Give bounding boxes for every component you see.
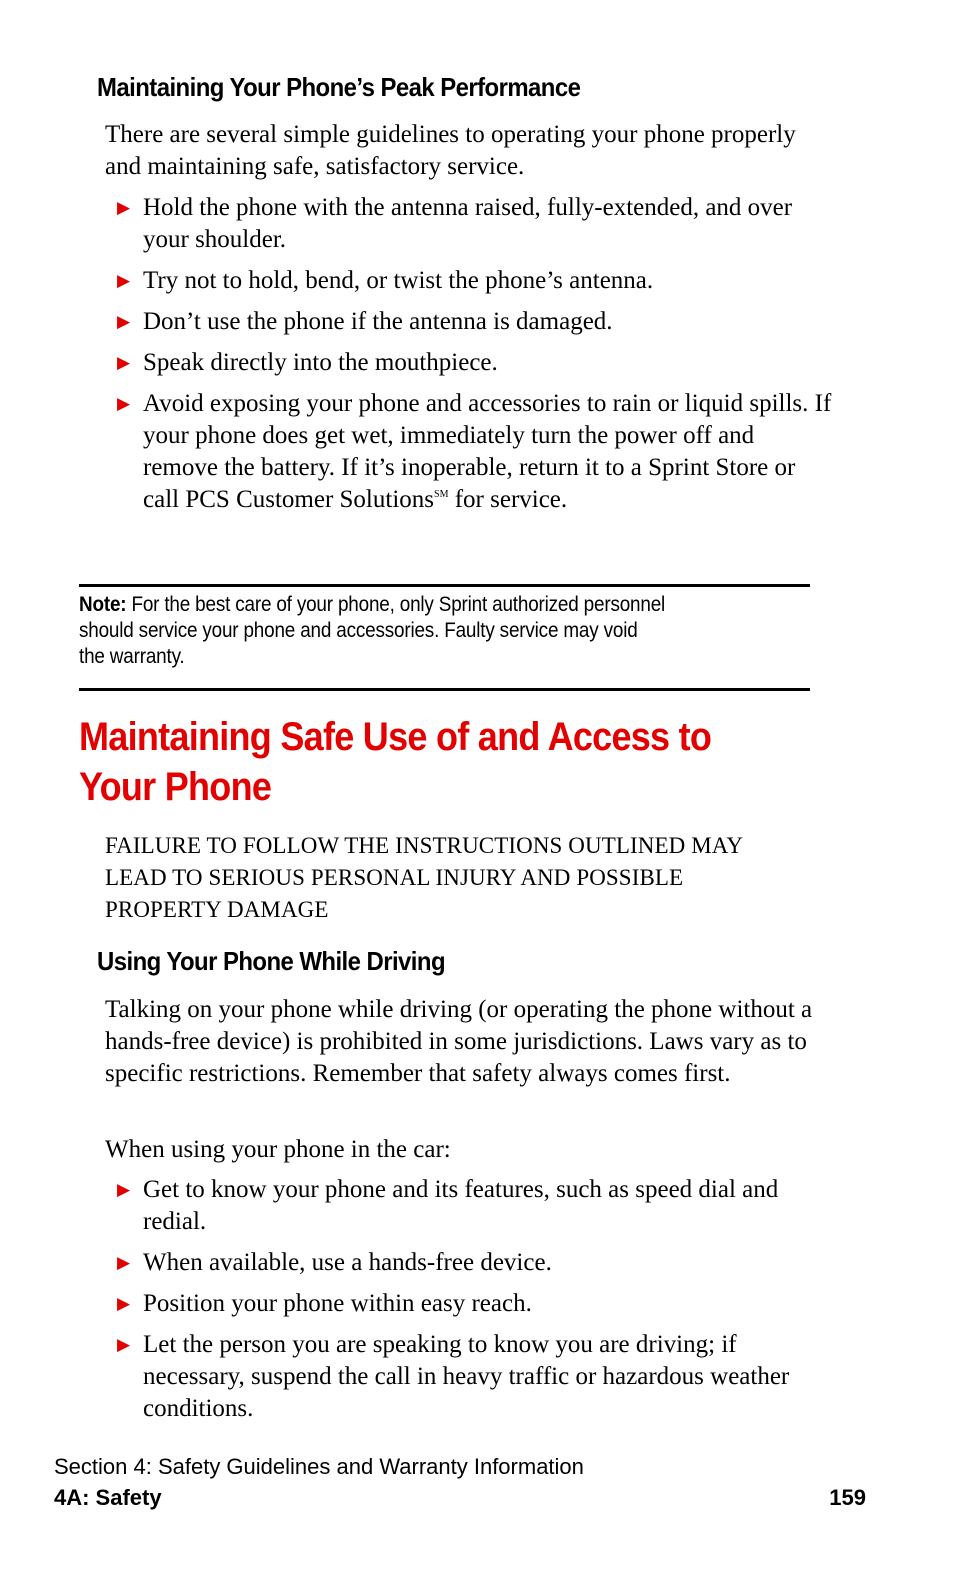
list-item bbox=[117, 388, 833, 516]
section-heading-driving: Using Your Phone While Driving bbox=[97, 946, 446, 976]
driving-intro: Talking on your phone while driving (or operating the phone without a hands-free device) is prohibited in some jurisdictions. Laws vary as to specific restrictions. Remember that safety always comes first. bbox=[105, 996, 813, 1087]
bullet-arrow-icon: ▶ bbox=[117, 1253, 131, 1273]
bullet-arrow-icon: ▶ bbox=[117, 271, 131, 291]
list-item: ▶ When available, use a hands-free device. bbox=[143, 1247, 833, 1279]
footer-section-title: Section 4: Safety Guidelines and Warranty Information bbox=[54, 1454, 584, 1479]
list-item: ▶ Try not to hold, bend, or twist the phone’s antenna. bbox=[143, 265, 833, 297]
driving-list bbox=[117, 1174, 833, 1434]
note-label: Note: bbox=[79, 593, 127, 616]
list-item: ▶ Speak directly into the mouthpiece. bbox=[143, 347, 833, 379]
bullet-arrow-icon: ▶ bbox=[117, 394, 131, 414]
bullet-arrow-icon: ▶ bbox=[117, 1180, 131, 1200]
safety-warning-line: PROPERTY DAMAGE bbox=[105, 897, 329, 922]
bullet-arrow-icon: ▶ bbox=[117, 1335, 131, 1355]
note-bottom-rule bbox=[79, 688, 810, 691]
list-item: ▶ Hold the phone with the antenna raised, fully-extended, and over your shoulder. bbox=[117, 194, 793, 253]
note-text-line: should service your phone and accessories. Faulty service may void bbox=[79, 619, 638, 642]
bullet-arrow-icon: ▶ bbox=[117, 312, 131, 332]
list-item: ▶ Don’t use the phone if the antenna is damaged. bbox=[143, 306, 833, 338]
list-item: ▶ Get to know your phone and its features, such as speed dial and redial. bbox=[117, 1176, 779, 1235]
page-title bbox=[79, 712, 839, 812]
bullet-arrow-icon: ▶ bbox=[117, 1294, 131, 1314]
note-box bbox=[79, 592, 810, 670]
page-number: 159 bbox=[829, 1485, 866, 1510]
page-title-line: Your Phone bbox=[79, 765, 272, 809]
bullet-text-tail: for service. bbox=[448, 486, 568, 513]
peak-performance-list bbox=[117, 192, 833, 525]
list-item: ▶ Position your phone within easy reach. bbox=[143, 1288, 833, 1320]
section-heading-peak-performance: Maintaining Your Phone’s Peak Performance bbox=[97, 72, 581, 102]
footer-tab-label: 4A: Safety bbox=[54, 1485, 162, 1510]
safety-warning-line: LEAD TO SERIOUS PERSONAL INJURY AND POSSIBLE bbox=[105, 865, 684, 890]
list-item: ▶ Let the person you are speaking to know you are driving; if necessary, suspend the call in heavy traffic or hazardous weather conditions. bbox=[117, 1331, 790, 1422]
note-text-line: For the best care of your phone, only Sprint authorized personnel bbox=[126, 593, 666, 616]
safety-warning bbox=[105, 830, 825, 926]
safety-warning-line: FAILURE TO FOLLOW THE INSTRUCTIONS OUTLINED MAY bbox=[105, 833, 744, 858]
service-mark: SM bbox=[434, 489, 449, 500]
peak-performance-intro: There are several simple guidelines to operating your phone properly and maintaining safe, satisfactory service. bbox=[105, 121, 796, 180]
note-top-rule bbox=[79, 584, 810, 587]
page-title-line: Maintaining Safe Use of and Access to bbox=[79, 715, 712, 759]
note-text-line: the warranty. bbox=[79, 645, 185, 668]
driving-lead-in: When using your phone in the car: bbox=[105, 1136, 451, 1163]
bullet-arrow-icon: ▶ bbox=[117, 198, 131, 218]
bullet-text-main: Avoid exposing your phone and accessories to rain or liquid spills. If your phone does get wet, immediately turn the power off and remove the battery. If it’s inoperable, return it to a Sprint Store or call PCS Customer Solutions bbox=[143, 390, 832, 513]
bullet-arrow-icon: ▶ bbox=[117, 353, 131, 373]
